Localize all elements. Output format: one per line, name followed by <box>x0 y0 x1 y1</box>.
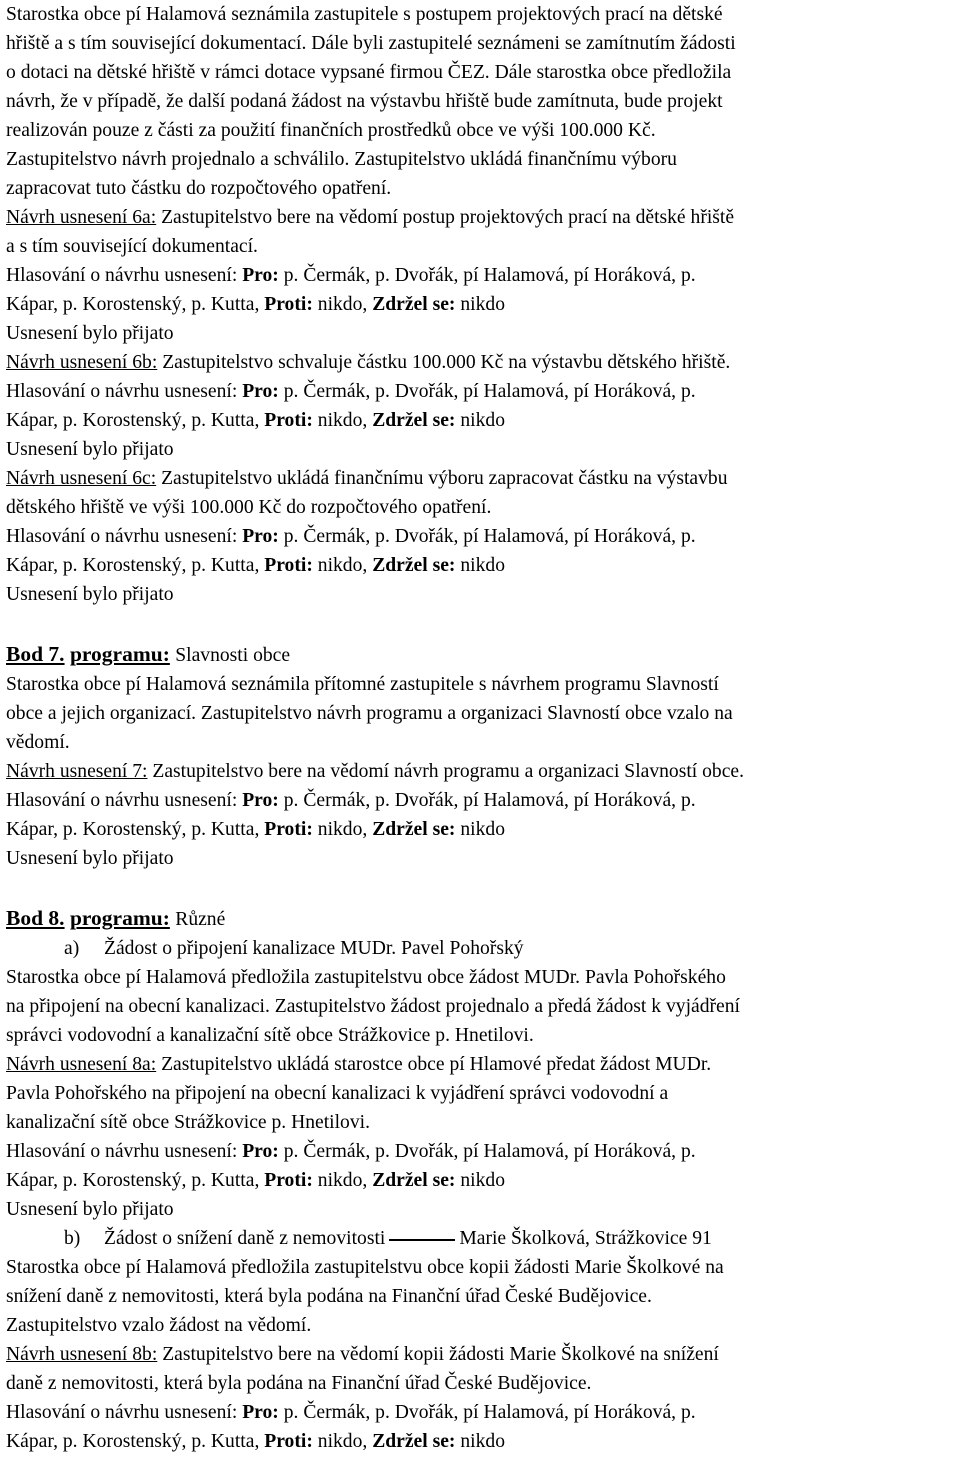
resolution-text: a s tím související dokumentací. <box>6 236 258 257</box>
text-line: Zastupitelstvo vzalo žádost na vědomí. <box>6 1315 312 1336</box>
section-bod-7 <box>6 640 960 873</box>
text-line: Starostka obce pí Halamová seznámila přítomné zastupitele s návrhem programu Slavností <box>6 674 719 695</box>
list-item-a: a) Žádost o připojení kanalizace MUDr. Pavel Pohořský <box>64 938 524 959</box>
vote-line: Hlasování o návrhu usnesení: Pro: p. Čermák, p. Dvořák, pí Halamová, pí Horáková, p. <box>6 526 696 547</box>
text-line: snížení daně z nemovitosti, která byla podána na Finanční úřad České Budějovice. <box>6 1286 652 1307</box>
text-line: správci vodovodní a kanalizační sítě obce Strážkovice p. Hnetilovi. <box>6 1025 534 1046</box>
resolution-text: kanalizační sítě obce Strážkovice p. Hnetilovi. <box>6 1112 370 1133</box>
spacer <box>6 873 960 902</box>
section-bod-8 <box>6 904 960 1456</box>
vote-result: Usnesení bylo přijato <box>6 323 174 344</box>
text-line: Starostka obce pí Halamová seznámila zastupitele s postupem projektových prací na dětské <box>6 4 723 25</box>
vote-result: Usnesení bylo přijato <box>6 584 174 605</box>
vote-line: Kápar, p. Korostenský, p. Kutta, Proti: nikdo, Zdržel se: nikdo <box>6 1170 505 1191</box>
resolution-6b <box>6 348 960 464</box>
vote-line: Kápar, p. Korostenský, p. Kutta, Proti: nikdo, Zdržel se: nikdo <box>6 1431 505 1452</box>
intro-paragraph <box>6 0 960 203</box>
section-heading: Bod 7. programu: Slavnosti obce <box>6 642 291 666</box>
text-line: realizován pouze z části za použití finančních prostředků obce ve výši 100.000 Kč. <box>6 120 656 141</box>
text-line: Starostka obce pí Halamová předložila zastupitelstvu obce kopii žádosti Marie Školkové na <box>6 1257 724 1278</box>
resolution-label: Návrh usnesení 8a: <box>6 1054 157 1075</box>
em-dash <box>389 1239 455 1241</box>
resolution-text: Pavla Pohořského na připojení na obecní kanalizaci k vyjádření správci vodovodní a <box>6 1083 669 1104</box>
vote-result: Usnesení bylo přijato <box>6 439 174 460</box>
text-line: obce a jejich organizací. Zastupitelstvo návrh programu a organizaci Slavností obce vzalo na <box>6 703 733 724</box>
vote-line: Kápar, p. Korostenský, p. Kutta, Proti: nikdo, Zdržel se: nikdo <box>6 410 505 431</box>
text-line: zapracovat tuto částku do rozpočtového opatření. <box>6 178 392 199</box>
vote-line: Kápar, p. Korostenský, p. Kutta, Proti: nikdo, Zdržel se: nikdo <box>6 555 505 576</box>
text-line: Starostka obce pí Halamová předložila zastupitelstvu obce žádost MUDr. Pavla Pohořského <box>6 967 726 988</box>
section-heading: Bod 8. programu: Různé <box>6 906 226 930</box>
text-line: hřiště a s tím související dokumentací. Dále byli zastupitelé seznámeni se zamítnutím žádosti <box>6 33 736 54</box>
vote-line: Hlasování o návrhu usnesení: Pro: p. Čermák, p. Dvořák, pí Halamová, pí Horáková, p. <box>6 1141 696 1162</box>
resolution-6a <box>6 203 960 348</box>
text-line: Zastupitelstvo návrh projednalo a schválilo. Zastupitelstvo ukládá finančnímu výboru <box>6 149 677 170</box>
resolution-6c <box>6 464 960 609</box>
vote-line: Hlasování o návrhu usnesení: Pro: p. Čermák, p. Dvořák, pí Halamová, pí Horáková, p. <box>6 790 696 811</box>
list-item-b: b) Žádost o snížení daně z nemovitosti Marie Školková, Strážkovice 91 <box>64 1228 712 1249</box>
resolution-label: Návrh usnesení 7: <box>6 761 148 782</box>
resolution-text: daně z nemovitosti, která byla podána na Finanční úřad České Budějovice. <box>6 1373 592 1394</box>
vote-line: Hlasování o návrhu usnesení: Pro: p. Čermák, p. Dvořák, pí Halamová, pí Horáková, p. <box>6 381 696 402</box>
resolution-text: Zastupitelstvo ukládá finančnímu výboru zapracovat částku na výstavbu <box>161 468 728 489</box>
resolution-label: Návrh usnesení 6a: <box>6 207 157 228</box>
resolution-label: Návrh usnesení 6b: <box>6 352 158 373</box>
text-line: na připojení na obecní kanalizaci. Zastupitelstvo žádost projednalo a předá žádost k vyjádření <box>6 996 740 1017</box>
vote-line: Hlasování o návrhu usnesení: Pro: p. Čermák, p. Dvořák, pí Halamová, pí Horáková, p. <box>6 1402 696 1423</box>
resolution-text: Zastupitelstvo ukládá starostce obce pí Hlamové předat žádost MUDr. <box>161 1054 712 1075</box>
text-line: návrh, že v případě, že další podaná žádost na výstavbu hřiště bude zamítnuta, bude projekt <box>6 91 723 112</box>
vote-result: Usnesení bylo přijato <box>6 848 174 869</box>
resolution-text: Zastupitelstvo schvaluje částku 100.000 Kč na výstavbu dětského hřiště. <box>162 352 731 373</box>
resolution-text: dětského hřiště ve výši 100.000 Kč do rozpočtového opatření. <box>6 497 492 518</box>
vote-line: Hlasování o návrhu usnesení: Pro: p. Čermák, p. Dvořák, pí Halamová, pí Horáková, p. <box>6 265 696 286</box>
resolution-text: Zastupitelstvo bere na vědomí návrh programu a organizaci Slavností obce. <box>152 761 745 782</box>
vote-result: Usnesení bylo přijato <box>6 1199 174 1220</box>
text-line: vědomí. <box>6 732 70 753</box>
resolution-text: Zastupitelstvo bere na vědomí postup projektových prací na dětské hřiště <box>161 207 735 228</box>
resolution-label: Návrh usnesení 6c: <box>6 468 157 489</box>
vote-line: Kápar, p. Korostenský, p. Kutta, Proti: nikdo, Zdržel se: nikdo <box>6 819 505 840</box>
vote-line: Kápar, p. Korostenský, p. Kutta, Proti: nikdo, Zdržel se: nikdo <box>6 294 505 315</box>
spacer <box>6 609 960 638</box>
resolution-label: Návrh usnesení 8b: <box>6 1344 158 1365</box>
text-line: o dotaci na dětské hřiště v rámci dotace vypsané firmou ČEZ. Dále starostka obce předložila <box>6 62 732 83</box>
resolution-text: Zastupitelstvo bere na vědomí kopii žádosti Marie Školkové na snížení <box>162 1344 719 1365</box>
